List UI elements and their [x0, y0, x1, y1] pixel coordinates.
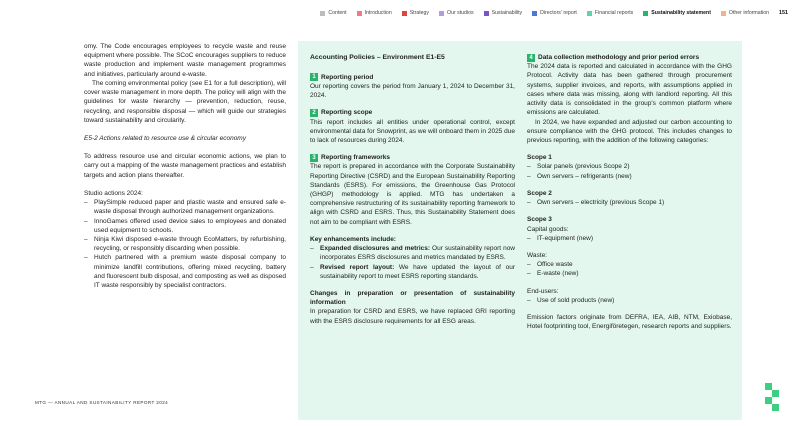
- paragraph: To address resource use and circular economic actions, we plan to carry out a mapping of the waste management practices and establish targets and action plans thereafter.: [84, 153, 286, 179]
- paragraph: The report is prepared in accordance with the Corporate Sustainability Reporting Directive (CSRD) and the European Sustainability Reporting Standards (ESRS). For emissions, the Greenhouse Gas Protocol (GHGP) methodology is applied. MTG has undertaken a comprehensive restructuring of its sustainability reporting framework to align with CSRD and ESRS. Thus, this Sustainability Statement does not aim to be compliant with ESRS.: [310, 163, 515, 226]
- category-label: End-users:: [527, 287, 559, 295]
- list-item: – Hutch partnered with a premium waste disposal company to minimize landfill contributions, offering mixed recycling, battery and fluorescent bulb disposal, and composting as well as disposed IT waste responsibly by specialist contractors.: [84, 253, 286, 290]
- nav-dot-icon: [532, 11, 537, 16]
- paragraph: The coming environmental policy (see E1 for a full description), will cover waste management in more depth. The policy will align with the guidelines for waste hierarchy — prevention, reduction, reuse, recycling, and responsible disposal — which will guide our strategies toward sustainability and circularity.: [84, 79, 286, 124]
- nav-content[interactable]: Content: [320, 10, 346, 16]
- list-item: – Own servers – electricity (previous Scope 1): [527, 198, 732, 207]
- nav-dot-icon: [439, 11, 444, 16]
- paragraph: Our reporting covers the period from January 1, 2024 to December 31, 2024.: [310, 82, 515, 100]
- section-heading: [527, 53, 732, 62]
- scope-heading: Scope 2: [527, 189, 552, 197]
- heading-text: Data collection methodology and prior period errors: [538, 54, 700, 61]
- list-item: [310, 263, 515, 281]
- list-item: – Ninja Kiwi disposed e-waste through EcoMatters, by refurbishing, recycling, or responsibly discarding when possible.: [84, 235, 286, 253]
- list-item: – IT-equipment (new): [527, 234, 732, 243]
- item-bold: Revised report layout:: [320, 263, 395, 271]
- heading-text: Reporting scope: [321, 109, 373, 117]
- section-number-badge: 4: [527, 54, 535, 62]
- list-item: [310, 244, 515, 262]
- page-footer: MTG — ANNUAL AND SUSTAINABILITY REPORT 2024: [35, 400, 169, 405]
- category-label: Waste:: [527, 251, 547, 259]
- page-number: 151: [779, 10, 788, 16]
- end-users-list: [527, 296, 732, 305]
- nav-dot-icon: [643, 11, 648, 16]
- scope-heading: Scope 1: [527, 154, 552, 162]
- panel-column-right: [527, 53, 732, 331]
- paragraph: In 2024, we have expanded and adjusted our carbon accounting to ensure compliance with the GHG protocol. This includes changes to previous reporting, with the addition of the following categories:: [527, 118, 732, 144]
- list-item: – Use of sold products (new): [527, 296, 732, 305]
- nav-sustainability-statement[interactable]: Sustainability statement: [643, 10, 711, 16]
- panel-column-left: [310, 53, 515, 326]
- paragraph: Emission factors originate from DEFRA, IEA, AIB, NTM, Exiobase, Hotel footprinting tool, Energiföretegen, research reports and suppliers.: [527, 314, 732, 331]
- nav-introduction[interactable]: Introduction: [357, 10, 392, 16]
- nav-strategy[interactable]: Strategy: [402, 10, 429, 16]
- studio-actions-list: [84, 198, 286, 290]
- top-navigation: [320, 10, 788, 16]
- item-bold: Expanded disclosures and metrics:: [320, 245, 431, 253]
- waste-list: [527, 260, 732, 278]
- nav-dot-icon: [402, 11, 407, 16]
- category-label: Capital goods:: [527, 225, 569, 233]
- nav-dot-icon: [357, 11, 362, 16]
- paragraph: In preparation for CSRD and ESRS, we have replaced GRI reporting with the ESRS disclosure requirements for all ESG areas.: [310, 308, 515, 325]
- accounting-policies-panel: [298, 41, 742, 420]
- left-column: [84, 42, 286, 290]
- list-item: – Office waste: [527, 260, 732, 269]
- heading-text: Reporting period: [321, 73, 374, 81]
- section-number-badge: 1: [310, 73, 318, 81]
- capital-goods-list: [527, 234, 732, 243]
- scope-heading: Scope 3: [527, 216, 552, 224]
- list-item: – E-waste (new): [527, 269, 732, 278]
- nav-sustainability[interactable]: Sustainability: [484, 10, 523, 16]
- section-heading: [310, 153, 515, 162]
- scope2-list: [527, 198, 732, 207]
- nav-our-studios[interactable]: Our studios: [439, 10, 474, 16]
- list-item: – Own servers – refrigerants (new): [527, 172, 732, 181]
- heading-text: Reporting frameworks: [321, 154, 390, 162]
- paragraph: The 2024 data is reported and calculated in accordance with the GHG Protocol. Activity data has been gathered through procurement systems, supplier invoices, and reports, with assumptions applied in cases where data was missing, along with landlord reporting. All this activity data is consolidated in the group's common platform where emissions are calculated.: [527, 63, 732, 117]
- paragraph: omy. The Code encourages employees to recycle waste and reuse equipment where possible. The SCoC encourages suppliers to reduce waste production and implement waste management programmes and initiatives, particularly around e-waste.: [84, 43, 286, 78]
- item-text: Our sustainability report now incorporates ESRS disclosures and metrics mandated by ESRS.: [320, 245, 515, 262]
- item-text: We have updated the layout of our sustainability report to meet ESRS reporting standards.: [320, 263, 515, 280]
- section-heading: [310, 73, 515, 82]
- panel-title: Accounting Policies – Environment E1-E5: [310, 54, 445, 61]
- section-heading: [310, 108, 515, 117]
- list-item: – Solar panels (previous Scope 2): [527, 162, 732, 171]
- nav-dot-icon: [721, 11, 726, 16]
- list-intro: Studio actions 2024:: [84, 189, 143, 197]
- enhancements-list: [310, 244, 515, 281]
- scope1-list: [527, 162, 732, 180]
- nav-dot-icon: [484, 11, 489, 16]
- nav-directors-report[interactable]: Directors' report: [532, 10, 577, 16]
- list-item: – PlaySimple reduced paper and plastic waste and ensured safe e-waste disposal through authorized management organizations.: [84, 198, 286, 216]
- nav-financial-reports[interactable]: Financial reports: [587, 10, 633, 16]
- subheading: Key enhancements include:: [310, 235, 396, 243]
- nav-dot-icon: [587, 11, 592, 16]
- list-item: – InnoGames offered used device sales to employees and donated used equipment to schools.: [84, 217, 286, 235]
- section-number-badge: 3: [310, 154, 318, 162]
- subheading: Changes in preparation or presentation of sustainability information: [310, 290, 515, 307]
- paragraph: This report includes all entities under operational control, except environmental data for Snowprint, as we will onboard them in 2025 due to lack of resources during 2024.: [310, 118, 515, 144]
- section-number-badge: 2: [310, 109, 318, 117]
- nav-other-information[interactable]: Other information: [721, 10, 769, 16]
- nav-dot-icon: [320, 11, 325, 16]
- section-heading: E5-2 Actions related to resource use & circular economy: [84, 134, 246, 142]
